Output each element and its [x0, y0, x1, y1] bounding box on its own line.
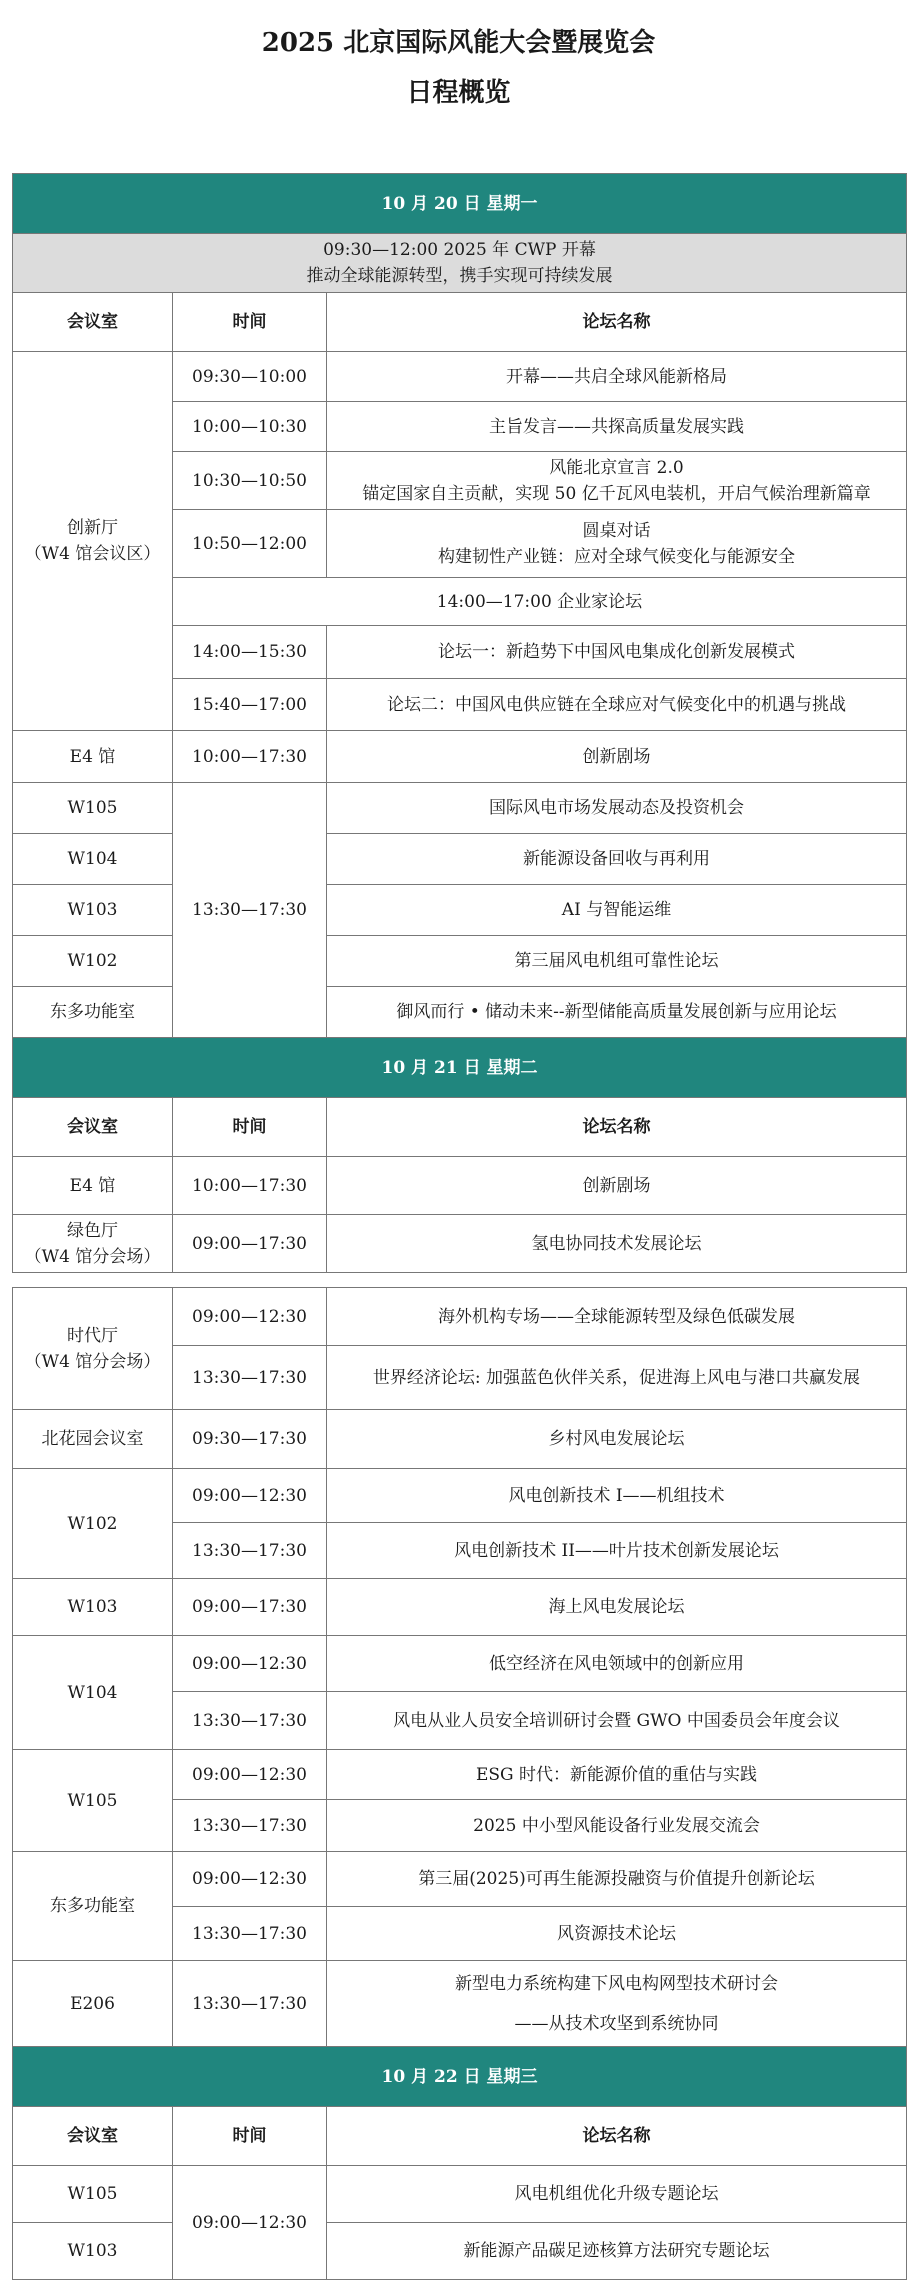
- room-cell: 创新厅 （W4 馆会议区）: [13, 352, 173, 731]
- room-cell: E4 馆: [13, 1157, 173, 1215]
- forum-cell: 风电创新技术 II——叶片技术创新发展论坛: [327, 1523, 907, 1579]
- forum-cell: 低空经济在风电领域中的创新应用: [327, 1636, 907, 1692]
- forum-cell: 风电创新技术 I——机组技术: [327, 1469, 907, 1523]
- column-header-time: 时间: [173, 1098, 327, 1157]
- forum-cell: 创新剧场: [327, 1157, 907, 1215]
- forum-cell: 御风而行 • 储动未来--新型储能高质量发展创新与应用论坛: [327, 987, 907, 1038]
- room-cell: W104: [13, 834, 173, 885]
- column-header-room: 会议室: [13, 293, 173, 352]
- forum-cell: 论坛一：新趋势下中国风电集成化创新发展模式: [327, 626, 907, 679]
- forum-cell: 圆桌对话 构建韧性产业链：应对全球气候变化与能源安全: [327, 510, 907, 578]
- column-header-room: 会议室: [13, 2107, 173, 2166]
- forum-cell: 创新剧场: [327, 731, 907, 783]
- room-cell: 东多功能室: [13, 987, 173, 1038]
- page-subtitle: 日程概览: [406, 78, 511, 108]
- forum-cell: 风资源技术论坛: [327, 1907, 907, 1961]
- time-cell: 09:00—12:30: [173, 1469, 327, 1523]
- time-cell: 09:30—10:00: [173, 352, 327, 402]
- room-cell: W103: [13, 1579, 173, 1636]
- time-cell: 09:00—12:30: [173, 1750, 327, 1800]
- forum-cell: AI 与智能运维: [327, 885, 907, 936]
- forum-cell: 新能源设备回收与再利用: [327, 834, 907, 885]
- time-cell: 13:30—17:30: [173, 1907, 327, 1961]
- room-cell: E4 馆: [13, 731, 173, 783]
- time-cell: 14:00—15:30: [173, 626, 327, 679]
- forum-cell: 风电机组优化升级专题论坛: [327, 2166, 907, 2223]
- room-cell: W102: [13, 936, 173, 987]
- forum-cell: 风能北京宣言 2.0 锚定国家自主贡献，实现 50 亿千瓦风电装机，开启气候治理新篇章: [327, 452, 907, 510]
- column-header-forum: 论坛名称: [327, 293, 907, 352]
- time-cell: 13:30—17:30: [173, 1800, 327, 1852]
- forum-cell: 开幕——共启全球风能新格局: [327, 352, 907, 402]
- forum-cell: 第三届(2025)可再生能源投融资与价值提升创新论坛: [327, 1852, 907, 1907]
- time-cell: 10:30—10:50: [173, 452, 327, 510]
- page-title: 2025 北京国际风能大会暨展览会: [261, 28, 656, 58]
- time-cell: 09:00—17:30: [173, 1579, 327, 1636]
- time-cell: 10:00—10:30: [173, 402, 327, 452]
- time-cell: 13:30—17:30: [173, 1692, 327, 1750]
- forum-cell: 2025 中小型风能设备行业发展交流会: [327, 1800, 907, 1852]
- schedule-table-part1: [12, 173, 907, 1273]
- time-cell: 10:50—12:00: [173, 510, 327, 578]
- time-cell: 09:00—12:30: [173, 1636, 327, 1692]
- forum-cell: ESG 时代：新能源价值的重估与实践: [327, 1750, 907, 1800]
- forum-cell: 主旨发言——共探高质量发展实践: [327, 402, 907, 452]
- day-header-oct22: 10 月 22 日 星期三: [13, 2047, 907, 2107]
- time-cell: 13:30—17:30: [173, 1961, 327, 2047]
- room-cell: 时代厅 （W4 馆分会场）: [13, 1288, 173, 1410]
- forum-cell: 海外机构专场——全球能源转型及绿色低碳发展: [327, 1288, 907, 1346]
- time-cell: 09:30—17:30: [173, 1410, 327, 1469]
- column-header-time: 时间: [173, 2107, 327, 2166]
- time-cell: 10:00—17:30: [173, 1157, 327, 1215]
- forum-cell: 氢电协同技术发展论坛: [327, 1215, 907, 1273]
- room-cell: W105: [13, 2166, 173, 2223]
- time-cell: 15:40—17:00: [173, 679, 327, 731]
- forum-cell: 新能源产品碳足迹核算方法研究专题论坛: [327, 2223, 907, 2280]
- forum-cell: 世界经济论坛: 加强蓝色伙伴关系，促进海上风电与港口共赢发展: [327, 1346, 907, 1410]
- room-cell: E206: [13, 1961, 173, 2047]
- column-header-forum: 论坛名称: [327, 1098, 907, 1157]
- forum-cell: 论坛二：中国风电供应链在全球应对气候变化中的机遇与挑战: [327, 679, 907, 731]
- forum-cell: 新型电力系统构建下风电构网型技术研讨会 ——从技术攻坚到系统协同: [327, 1961, 907, 2047]
- room-cell: W104: [13, 1636, 173, 1750]
- schedule-table-part2: [12, 1287, 907, 2280]
- room-cell: W105: [13, 1750, 173, 1852]
- day-header-oct21: 10 月 21 日 星期二: [13, 1038, 907, 1098]
- time-cell: 09:00—12:30: [173, 1288, 327, 1346]
- forum-cell: 海上风电发展论坛: [327, 1579, 907, 1636]
- column-header-room: 会议室: [13, 1098, 173, 1157]
- room-cell: 绿色厅 （W4 馆分会场）: [13, 1215, 173, 1273]
- room-cell: 北花园会议室: [13, 1410, 173, 1469]
- room-cell: W105: [13, 783, 173, 834]
- forum-cell: 第三届风电机组可靠性论坛: [327, 936, 907, 987]
- room-cell: W103: [13, 2223, 173, 2280]
- forum-cell: 乡村风电发展论坛: [327, 1410, 907, 1469]
- forum-cell: 风电从业人员安全培训研讨会暨 GWO 中国委员会年度会议: [327, 1692, 907, 1750]
- room-cell: 东多功能室: [13, 1852, 173, 1961]
- room-cell: W103: [13, 885, 173, 936]
- time-cell: 09:00—17:30: [173, 1215, 327, 1273]
- opening-ceremony: 09:30—12:00 2025 年 CWP 开幕 推动全球能源转型，携手实现可持续发展: [13, 234, 907, 293]
- column-header-forum: 论坛名称: [327, 2107, 907, 2166]
- time-cell: 09:00—12:30: [173, 1852, 327, 1907]
- time-cell: 09:00—12:30: [173, 2166, 327, 2280]
- time-cell: 13:30—17:30: [173, 783, 327, 1038]
- column-header-time: 时间: [173, 293, 327, 352]
- time-cell: 13:30—17:30: [173, 1523, 327, 1579]
- time-cell: 13:30—17:30: [173, 1346, 327, 1410]
- forum-cell: 国际风电市场发展动态及投资机会: [327, 783, 907, 834]
- room-cell: W102: [13, 1469, 173, 1579]
- time-cell: 10:00—17:30: [173, 731, 327, 783]
- entrepreneur-forum-span: 14:00—17:00 企业家论坛: [173, 578, 907, 626]
- day-header-oct20: 10 月 20 日 星期一: [13, 174, 907, 234]
